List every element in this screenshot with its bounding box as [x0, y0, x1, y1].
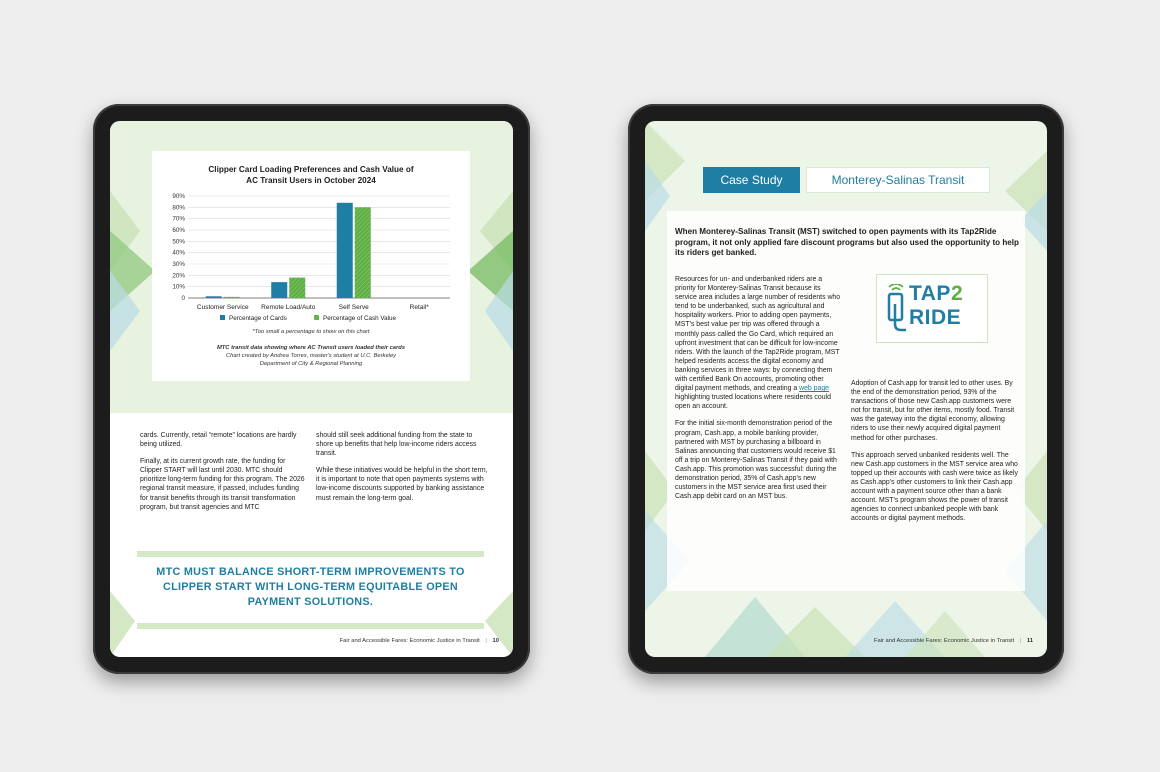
- y-tick-label: 80%: [172, 204, 185, 212]
- legend-swatch: [220, 315, 225, 320]
- y-tick-label: 60%: [172, 227, 185, 234]
- case-study-title: Monterey-Salinas Transit: [806, 167, 990, 193]
- paragraph: This approach served unbanked residents well. The new Cash.app customers in the MST service area who topped up their accounts with cash were twice as likely as Cash.app’s other customers to link their Cash.app account with a payment source other than a bank account. MST’s program shows the power of transit agencies to connect unbanked people with bank accounts or digital payment methods.: [851, 451, 1018, 523]
- bar: [337, 203, 353, 298]
- y-tick-label: 40%: [172, 249, 185, 257]
- logo-2: 2: [950, 282, 964, 305]
- page-number: 11: [1026, 638, 1033, 644]
- logo-ride: RIDE: [909, 306, 962, 329]
- x-tick-label: Retail*: [409, 304, 429, 311]
- bar: [289, 278, 305, 298]
- paragraph-text: Resources for un- and underbanked riders are a priority for Monterey-Salinas Transit because its service area includes a large number of residents who tend to be underbanked, such as agricultural and hospitality workers. Prior to adding open payments, MST’s best value per trip was offered through a monthly pass called the Go Card, which required an upfront investment that can be difficult for low-income riders. With the launch of the Tap2Ride program, MST helped residents access the digital economy and banking services in three ways: by connecting them with certified Bank On accounts, promoting other digital payment methods, and creating a: [675, 276, 841, 393]
- logo-tap: TAP: [909, 282, 951, 305]
- paragraph: [675, 275, 842, 411]
- y-tick-label: 90%: [172, 193, 185, 200]
- pull-quote: [137, 551, 484, 629]
- chart-card: [152, 151, 470, 381]
- chart-caption-bold: MTC transit data showing where AC Transit users loaded their cards: [216, 345, 406, 351]
- y-tick-label: 30%: [172, 261, 185, 268]
- page-number: 10: [492, 638, 499, 644]
- tap2ride-logo: [876, 274, 988, 343]
- paragraph: cards. Currently, retail “remote” locations are hardly being utilized.: [140, 432, 297, 449]
- chart-caption-line3: Department of City & Regional Planning: [259, 361, 363, 367]
- y-tick-label: 50%: [172, 238, 185, 246]
- chart-title: Clipper Card Loading Preferences and Cash Value of AC Transit Users in October 2024: [208, 165, 414, 185]
- x-tick-label: Self Serve: [338, 304, 369, 311]
- bar: [271, 282, 287, 298]
- paragraph-text: highlighting trusted locations where residents could open an account.: [675, 394, 831, 411]
- paragraph: While these initiatives would be helpful in the short term, it is important to note that open payments systems with low-income discounts supported by banking assistance must remain the long-term goal.: [316, 467, 488, 502]
- y-tick-label: 20%: [172, 272, 185, 280]
- right-column-2: [851, 379, 1019, 531]
- left-tablet: [93, 104, 530, 674]
- pull-quote-text: MTC MUST BALANCE SHORT-TERM IMPROVEMENTS TO CLIPPER START WITH LONG-TERM EQUITABLE OPEN PAYMENT SOLUTIONS.: [156, 566, 465, 608]
- logo-text-top: [909, 283, 963, 305]
- right-tablet: [628, 104, 1064, 674]
- page-footer: [340, 638, 499, 644]
- paragraph: should still seek additional funding from the state to shore up benefits that help low-income riders access transit.: [316, 432, 477, 458]
- legend-label: Percentage of Cards: [229, 315, 287, 322]
- bar: [355, 207, 371, 298]
- footer-title: Fair and Accessible Fares: Economic Justice in Transit: [339, 638, 480, 644]
- y-tick-label: 70%: [172, 215, 185, 223]
- footer-divider: |: [485, 638, 487, 644]
- page-footer: [874, 638, 1033, 644]
- left-column-1: [140, 431, 305, 520]
- logo-mark: [886, 283, 978, 333]
- legend-swatch: [314, 315, 319, 320]
- hand-tap-icon: [886, 284, 908, 332]
- footer-title: Fair and Accessible Fares: Economic Justice in Transit: [873, 638, 1015, 644]
- chart-footnote: *Too small a percentage to show on this chart: [252, 329, 370, 335]
- bar: [224, 297, 240, 298]
- web-page-link[interactable]: web page: [799, 385, 830, 393]
- right-page: [645, 121, 1047, 657]
- right-column-1: [675, 275, 842, 509]
- y-tick-label: 10%: [172, 283, 185, 291]
- paragraph: Adoption of Cash.app for transit led to other uses. By the end of the demonstration period, 93% of the transactions of those new Cash.app customers were not for transit, but for other items, mostly food. Transit was the gateway into the digital economy, allowing riders to use their newly acquired digital payment method for other purchases.: [851, 380, 1015, 442]
- x-tick-label: Customer Service: [196, 304, 249, 311]
- legend-label: Percentage of Cash Value: [323, 315, 397, 322]
- footer-divider: |: [1019, 638, 1022, 644]
- x-tick-label: Remote Load/Auto: [261, 304, 316, 311]
- left-column-2: [316, 431, 488, 511]
- bar: [206, 296, 222, 298]
- chart-caption: [152, 344, 470, 368]
- paragraph: For the initial six-month demonstration period of the program, Cash.app, a mobile banking provider, partnered with MST by purchasing a billboard in Salinas announcing that customers would receive $1 off a trip on Monterey-Salinas Transit if they paid with Cash.app. This promotion was successful: during the demonstration period, 35% of Cash.app’s new customers in the MST service area first used their Cash.app debit card on an MST bus.: [675, 420, 837, 501]
- left-page: [110, 121, 513, 657]
- paragraph: Finally, at its current growth rate, the funding for Clipper START will last until 2030. MTC should prioritize long-term funding for this program. The 2026 regional transit measure, if passed, includes funding for transit benefits through its transit transformation program, but transit agencies and MTC: [140, 458, 305, 511]
- chart-caption-line2: Chart created by Andrea Torres, master's student at U.C. Berkeley: [225, 353, 397, 359]
- lead-paragraph: When Monterey-Salinas Transit (MST) switched to open payments with its Tap2Ride program, it not only applied fare discount programs but also used the opportunity to help its riders get banked.: [675, 227, 1020, 258]
- y-tick-label: 0: [181, 295, 185, 302]
- case-study-label: Case Study: [703, 167, 800, 193]
